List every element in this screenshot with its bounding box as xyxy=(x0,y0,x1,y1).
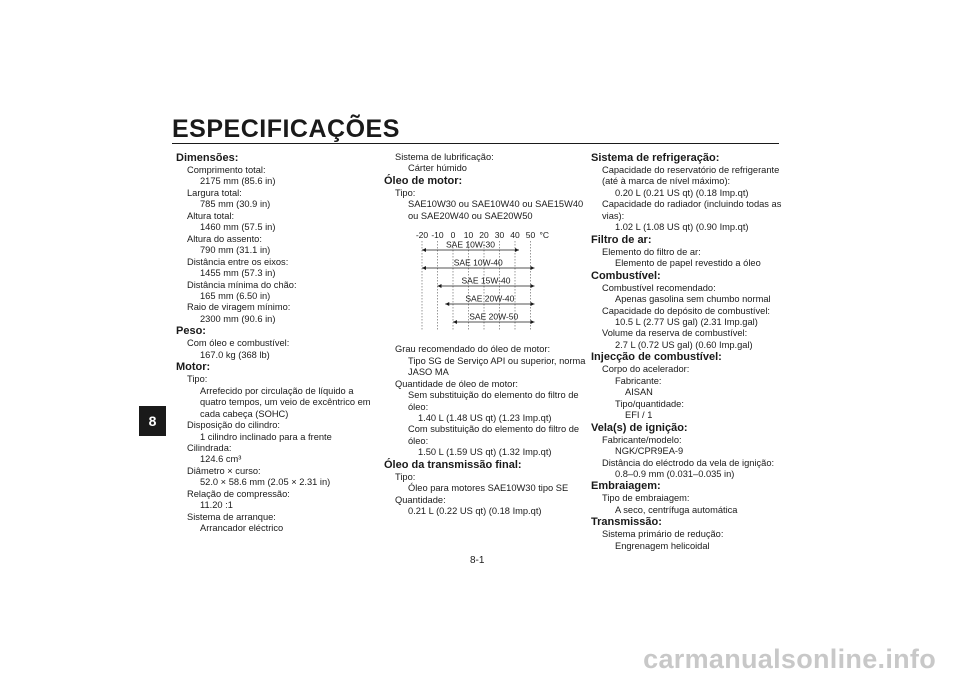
spec-line: Relação de compressão: xyxy=(187,488,290,499)
band-label: SAE 20W-40 xyxy=(465,293,515,304)
spec-line: Com substituição do elemento do filtro de xyxy=(408,424,580,435)
spec-line: 2175 mm (85.6 in) xyxy=(200,176,276,187)
spec-line: Tipo/quantidade: xyxy=(615,398,684,409)
spec-line: Disposição do cilindro: xyxy=(187,420,281,431)
spec-line: Elemento do filtro de ar: xyxy=(602,246,701,257)
spec-line: (até à marca de nível máximo): xyxy=(602,176,731,187)
spec-line: Distância mínima do chão: xyxy=(187,279,297,290)
spec-line: NGK/CPR9EA-9 xyxy=(615,446,684,457)
spec-line: Capacidade do reservatório de refrigerante xyxy=(602,165,780,175)
column-left xyxy=(176,152,376,535)
unit-label: °C xyxy=(539,230,550,241)
spec-line: Sistema primário de redução: xyxy=(602,529,724,540)
section-heading: Embraiagem: xyxy=(591,480,661,493)
spec-line: Comprimento total: xyxy=(187,165,266,175)
spec-line: Tipo: xyxy=(395,187,416,198)
spec-line: Sem substituição do elemento do filtro de xyxy=(408,390,579,401)
spec-line: 0.20 L (0.21 US qt) (0.18 Imp.qt) xyxy=(615,187,749,198)
spec-line: Com óleo e combustível: xyxy=(187,338,290,349)
spec-line: Fabricante/modelo: xyxy=(602,434,682,445)
column-middle xyxy=(384,152,589,518)
section-heading: Transmissão: xyxy=(591,516,662,529)
spec-line: 1460 mm (57.5 in) xyxy=(200,222,276,233)
oil-grade-section xyxy=(384,344,589,517)
spec-line: Cilindrada: xyxy=(187,442,232,453)
band-arrow-right xyxy=(515,248,519,252)
spec-line: Altura total: xyxy=(187,210,235,221)
spec-line: cada cabeça (SOHC) xyxy=(200,408,289,419)
spec-line: Tipo SG de Serviço API ou superior, norma xyxy=(408,355,586,366)
spec-line: Distância do eléctrodo da vela de ignição: xyxy=(602,457,775,468)
section-heading: Sistema de refrigeração: xyxy=(591,152,720,164)
tick-label: -10 xyxy=(431,230,444,241)
spec-line: óleo: xyxy=(408,435,429,446)
spec-line: Corpo do acelerador: xyxy=(602,364,690,375)
tick-label: -20 xyxy=(415,230,429,241)
spec-line: EFI / 1 xyxy=(625,410,653,421)
watermark-footer xyxy=(0,641,960,678)
spec-line: quatro tempos, um veio de excêntrico em xyxy=(200,397,371,408)
spec-line: 1.50 L (1.59 US qt) (1.32 Imp.qt) xyxy=(418,447,552,458)
spec-line: vias): xyxy=(602,210,625,221)
spec-line: 10.5 L (2.77 US gal) (2.31 Imp.gal) xyxy=(615,316,758,327)
tick-label: 30 xyxy=(494,230,505,241)
spec-line: AISAN xyxy=(625,387,653,398)
band-arrow-right xyxy=(531,284,535,288)
spec-line: 1455 mm (57.3 in) xyxy=(200,268,276,279)
spec-line: SAE10W30 ou SAE10W40 ou SAE15W40 xyxy=(408,199,584,210)
spec-line: 1 cilindro inclinado para a frente xyxy=(200,431,332,442)
page-number: 8-1 xyxy=(470,555,485,566)
spec-line: Tipo de embraiagem: xyxy=(602,493,690,504)
spec-line: óleo: xyxy=(408,401,429,412)
spec-line: Elemento de papel revestido a óleo xyxy=(615,258,761,269)
spec-line: 52.0 × 58.6 mm (2.05 × 2.31 in) xyxy=(200,477,331,488)
band-label: SAE 10W-30 xyxy=(446,239,495,250)
section-heading: Óleo da transmissão final: xyxy=(384,458,522,471)
section-heading: Injecção de combustível: xyxy=(591,351,722,364)
spec-line: Raio de viragem mínimo: xyxy=(187,302,291,313)
spec-line: Capacidade do radiador (incluindo todas as xyxy=(602,199,782,210)
spec-line: Quantidade de óleo de motor: xyxy=(395,378,519,389)
spec-line: 124.6 cm³ xyxy=(200,454,242,465)
spec-line: Diâmetro × curso: xyxy=(187,465,261,476)
spec-line: Grau recomendado do óleo de motor: xyxy=(395,344,551,355)
spec-line: A seco, centrífuga automática xyxy=(615,504,738,515)
spec-line: Sistema de lubrificação: xyxy=(395,152,494,162)
band-label: SAE 20W-50 xyxy=(469,311,519,322)
spec-line: Capacidade do depósito de combustível: xyxy=(602,305,770,316)
spec-line: Engrenagem helicoidal xyxy=(615,540,710,551)
section-heading: Vela(s) de ignição: xyxy=(591,421,688,434)
band-arrow-left xyxy=(422,266,426,270)
tick-label: 0 xyxy=(450,230,456,241)
band-arrow-left xyxy=(438,284,442,288)
spec-line: Tipo: xyxy=(395,471,416,482)
spec-line: Fabricante: xyxy=(615,375,662,386)
spec-line: 1.40 L (1.48 US qt) (1.23 Imp.qt) xyxy=(418,412,552,423)
tick-label: 50 xyxy=(525,230,536,241)
band-arrow-right xyxy=(531,302,535,306)
spec-line: Óleo para motores SAE10W30 tipo SE xyxy=(408,483,569,494)
tick-label: 20 xyxy=(479,230,489,241)
spec-line: Apenas gasolina sem chumbo normal xyxy=(615,294,771,305)
spec-line: 790 mm (31.1 in) xyxy=(200,245,271,256)
spec-line: 2300 mm (90.6 in) xyxy=(200,313,276,324)
spec-line: Altura do assento: xyxy=(187,233,262,244)
oil-viscosity-chart xyxy=(398,228,548,336)
spec-line: 11.20 :1 xyxy=(200,500,233,511)
band-arrow-left xyxy=(422,248,426,252)
lubrication-section xyxy=(384,152,589,222)
section-heading: Motor: xyxy=(176,361,211,374)
chapter-tab: 8 xyxy=(139,406,166,436)
spec-line: Distância entre os eixos: xyxy=(187,256,289,267)
spec-line: Quantidade: xyxy=(395,494,446,505)
watermark-text: carmanualsonline.info xyxy=(643,644,936,674)
section-heading: Dimensões: xyxy=(176,152,239,164)
band-arrow-right xyxy=(531,320,535,324)
spec-line: 2.7 L (0.72 US gal) (0.60 Imp.gal) xyxy=(615,339,753,350)
spec-line: JASO MA xyxy=(408,367,449,378)
spec-line: ou SAE20W40 ou SAE20W50 xyxy=(408,210,533,221)
spec-line: 167.0 kg (368 lb) xyxy=(200,349,270,360)
band-label: SAE 10W-40 xyxy=(453,257,503,268)
spec-line: Combustível recomendado: xyxy=(602,282,716,293)
spec-line: Cárter húmido xyxy=(408,163,467,174)
page-title: ESPECIFICAÇÕES xyxy=(172,115,400,143)
section-heading: Peso: xyxy=(176,325,206,338)
band-arrow-right xyxy=(531,266,535,270)
band-arrow-left xyxy=(445,302,449,306)
spec-line: 1.02 L (1.08 US qt) (0.90 Imp.qt) xyxy=(615,222,749,233)
spec-line: Arrancador eléctrico xyxy=(200,523,284,534)
spec-line: 785 mm (30.9 in) xyxy=(200,199,271,210)
spec-line: Volume da reserva de combustível: xyxy=(602,328,748,339)
section-heading: Óleo de motor: xyxy=(384,174,463,187)
band-label: SAE 15W-40 xyxy=(461,275,511,286)
spec-line: 165 mm (6.50 in) xyxy=(200,290,271,301)
band-arrow-left xyxy=(453,320,457,324)
spec-line: 0.21 L (0.22 US qt) (0.18 Imp.qt) xyxy=(408,506,542,517)
title-divider xyxy=(172,143,779,144)
section-heading: Combustível: xyxy=(591,269,661,282)
spec-line: Largura total: xyxy=(187,187,242,198)
spec-line: Tipo: xyxy=(187,374,208,385)
spec-line: Sistema de arranque: xyxy=(187,511,276,522)
spec-line: Arrefecido por circulação de líquido a xyxy=(200,385,354,396)
column-right xyxy=(591,152,791,552)
tick-label: 40 xyxy=(510,230,520,241)
tick-label: 10 xyxy=(463,230,474,241)
spec-line: 0.8–0.9 mm (0.031–0.035 in) xyxy=(615,468,735,479)
section-heading: Filtro de ar: xyxy=(591,233,652,246)
